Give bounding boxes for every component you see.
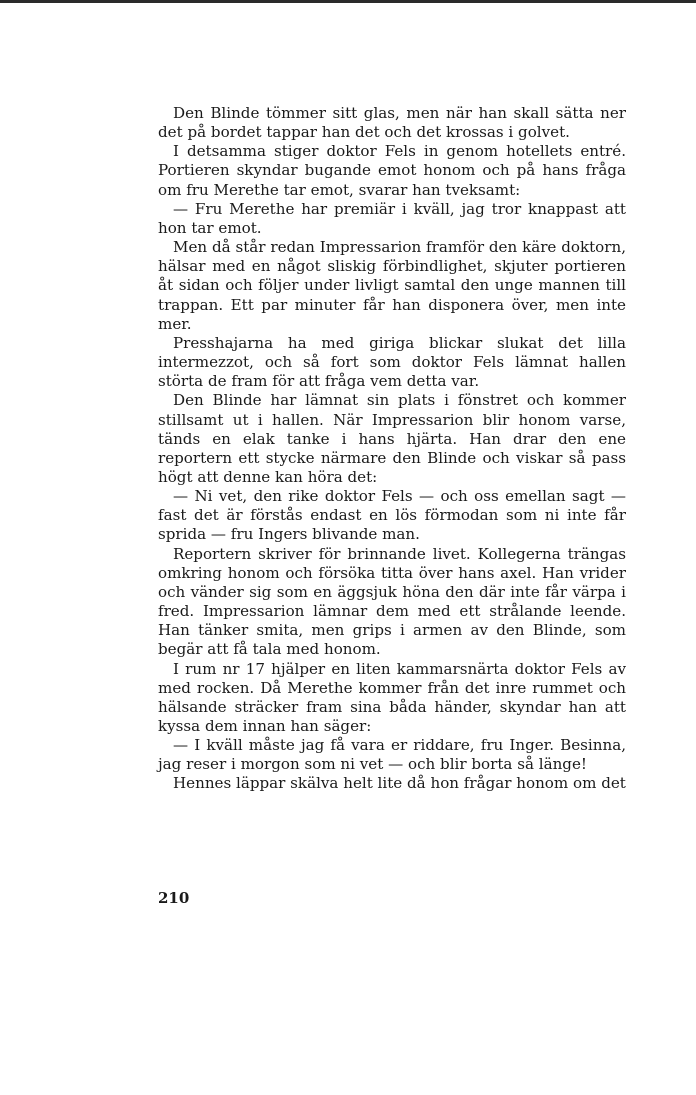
page-number: 210 — [158, 889, 190, 907]
paragraph: Reportern skriver för brinnande livet. Kollegerna trängas omkring honom och försöka titta över hans axel. Han vrider och vänder sig som en äggsjuk höna den där inte får värpa i fred. Impressarion lämnar dem med ett strålande leende. Han tänker smita, men grips i armen av den Blinde, som begär att få tala med honom. — [158, 544, 626, 659]
paragraph: Hennes läppar skälva helt lite då hon frågar honom om det — [173, 774, 626, 793]
paragraph: Den Blinde har lämnat sin plats i fönstret och kommer stillsamt ut i hallen. När Impressarion blir honom varse, tänds en elak tanke i hans hjärta. Han drar den ene reportern ett stycke närmare den Blinde och viskar så pass högt att denne kan höra det: — [158, 391, 626, 486]
paragraph: Presshajarna ha med giriga blickar slukat det lilla intermezzot, och så fort som doktor Fels lämnat hallen störta de fram för att fråga vem detta var. — [158, 333, 626, 391]
paragraph: I detsamma stiger doktor Fels in genom hotellets entré. Portieren skyndar bugande emot honom och på hans fråga om fru Merethe tar emot, svarar han tveksamt: — [158, 142, 626, 199]
paragraph: Den Blinde tömmer sitt glas, men när han skall sätta ner det på bordet tappar han det och det krossas i golvet. — [158, 104, 626, 142]
top-border-line — [0, 0, 696, 3]
paragraph: — Ni vet, den rike doktor Fels — och oss emellan sagt — fast det är förstås endast en lös förmodan som ni inte får sprida — fru Ingers blivande man. — [158, 487, 626, 544]
paragraph: — Fru Merethe har premiär i kväll, jag tror knappast att hon tar emot. — [158, 199, 626, 237]
paragraph: I rum nr 17 hjälper en liten kammarsnärta doktor Fels av med rocken. Då Merethe kommer från det inre rummet och hälsande sträcker fram sina båda händer, skyndar han att kyssa dem innan han säger: — [158, 659, 626, 735]
paragraph: Men då står redan Impressarion framför den käre doktorn, hälsar med en något sliskig förbindlighet, skjuter portieren åt sidan och följer under livligt samtal den unge mannen till trappan. Ett par minuter får han disponera över, men inte mer. — [158, 238, 626, 333]
paragraph: — I kväll måste jag få vara er riddare, fru Inger. Besinna, jag reser i morgon som ni vet — och blir borta så länge! — [158, 736, 626, 774]
page-body — [158, 104, 626, 794]
